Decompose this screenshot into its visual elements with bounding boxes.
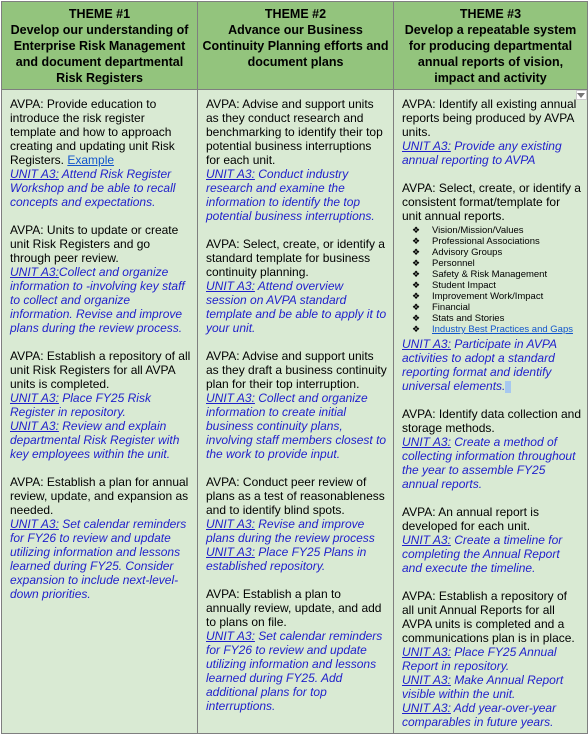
theme-3-header [394,2,588,90]
step-block [402,505,581,575]
cell-dropdown-box[interactable] [576,90,587,100]
step-block [10,97,191,209]
unit-action [402,139,562,167]
avpa-step: AVPA: Select, create, or identify a standard template for business continuity planning. [206,237,385,279]
unit-label: UNIT A3: [10,517,59,531]
unit-text: Attend overview session on AVPA standard template and be able to apply it to your unit. [206,279,387,335]
step-block [402,407,581,491]
step-block [206,587,387,713]
step-block [206,97,387,223]
step-block [402,589,581,729]
unit-label: UNIT A3: [402,673,451,687]
avpa-step: AVPA: Select, create, or identify a consistent format/template for unit annual reports. [402,181,581,223]
unit-label: UNIT A3: [402,645,451,659]
unit-action [402,673,563,701]
avpa-step: AVPA: Conduct peer review of plans as a test of reasonableness and to identify blind spots. [206,475,385,517]
theme-3-number: THEME #3 [459,7,522,21]
avpa-step: AVPA: Establish a plan to annually review, update, and add to plans on file. [206,587,382,629]
unit-action [206,391,386,461]
unit-action [206,629,382,713]
unit-action [206,517,375,545]
list-item: ❖ Safety & Risk Management [412,269,581,280]
avpa-step: AVPA: Advise and support units as they draft a business continuity plan for their top interruption. [206,349,387,391]
unit-label: UNIT A3: [206,545,255,559]
unit-text: Participate in AVPA activities to adopt a standard reporting format and identify universal elements. [402,337,557,393]
theme-2-cell[interactable] [198,90,394,734]
unit-label: UNIT A3: [10,167,59,181]
unit-label: UNIT A3: [402,139,451,153]
unit-label: UNIT A3: [206,517,255,531]
avpa-step: AVPA: Advise and support units as they conduct research and benchmarking to identify their top potential business interruptions for each unit. [206,97,383,167]
theme-1-header [2,2,198,90]
unit-text: Provide any existing annual reporting to AVPA [402,139,562,167]
list-item: ❖ Personnel [412,258,581,269]
unit-label: UNIT A3: [10,419,59,433]
avpa-step: AVPA: Identify data collection and storage methods. [402,407,581,435]
step-block [10,475,191,601]
theme-3-title: Develop a repeatable system for producing departmental annual reports of vision, impact and activity [404,23,577,85]
unit-text: Set calendar reminders for FY26 to review and update utilizing information and lessons learned during FY25. Add additional plans for top interruptions. [206,629,383,713]
unit-label: UNIT A3: [402,337,451,351]
unit-action [402,533,562,575]
avpa-step: AVPA: Establish a repository of all unit Risk Registers for all AVPA units is completed. [10,349,191,391]
unit-label: UNIT A3: [402,435,451,449]
unit-action [10,391,151,419]
unit-action [10,419,179,461]
step-block [206,237,387,335]
avpa-step: AVPA: Establish a plan for annual review, update, and expansion as needed. [10,475,189,517]
unit-action [206,167,375,223]
unit-action [402,337,557,393]
report-elements-list [412,225,581,335]
unit-text: Collect and organize information to create initial business continuity plans, involving staff members closest to the work to provide input. [206,391,387,461]
unit-text: Place FY25 Risk Register in repository. [10,391,151,419]
unit-text: Add year-over-year comparables in future years. [402,701,557,729]
list-item: ❖ Student Impact [412,280,581,291]
themes-table [1,1,588,734]
list-item: ❖ Advisory Groups [412,247,581,258]
list-item: ❖ Financial [412,302,581,313]
unit-text: Review and explain departmental Risk Register with key employees within the unit. [10,419,180,461]
step-block [206,475,387,573]
unit-label: UNIT A3: [206,629,255,643]
theme-1-cell[interactable] [2,90,198,734]
unit-action [206,279,386,335]
unit-action [206,545,366,573]
step-block [10,223,191,335]
unit-action [10,265,185,335]
unit-text: Conduct industry research and examine the information to identify the top potential business interruptions. [206,167,375,223]
unit-text: Place FY25 Plans in established repository. [206,545,367,573]
unit-text: Revise and improve plans during the review process [206,517,375,545]
unit-label: UNIT A3: [402,701,451,715]
list-item-link[interactable] [412,324,581,335]
unit-label: UNIT A3: [402,533,451,547]
avpa-step: AVPA: Units to update or create unit Risk Registers and go through peer review. [10,223,179,265]
unit-label: UNIT A3: [10,391,59,405]
text-cursor-mark [505,381,511,393]
best-practices-link[interactable]: Industry Best Practices and Gaps [432,324,573,335]
list-item: ❖ Vision/Mission/Values [412,225,581,236]
unit-text: Set calendar reminders for FY26 to review and update utilizing information and lessons learned during FY25. Consider expansion to include next-level-down priorities. [10,517,187,601]
unit-text: Place FY25 Annual Report in repository. [402,645,557,673]
unit-action [402,645,557,673]
unit-label: UNIT A3: [206,167,255,181]
step-block [10,349,191,461]
unit-action [402,435,575,491]
unit-action [402,701,556,729]
example-link[interactable]: Example [67,153,115,167]
theme-1-title: Develop our understanding of Enterprise Risk Management and document departmental Risk Registers [10,23,189,85]
list-item: ❖ Improvement Work/Impact [412,291,581,302]
unit-text: Create a timeline for completing the Annual Report and execute the timeline. [402,533,563,575]
unit-action [10,517,186,601]
theme-3-cell[interactable] [394,90,588,734]
dropdown-triangle-icon [577,93,585,98]
unit-label: UNIT A3: [206,391,255,405]
unit-text: Collect and organize information to -involving key staff to collect and organize information. Revise and improve plans during the review process. [10,265,185,335]
theme-2-number: THEME #2 [264,7,327,21]
header-row [2,2,588,90]
unit-label: UNIT A3: [10,265,59,279]
unit-text: Create a method of collecting information throughout the year to assemble FY25 annual reports. [402,435,576,491]
list-item: ❖ Professional Associations [412,236,581,247]
unit-text: Attend Risk Register Workshop and be able to recall concepts and expectations. [10,167,176,209]
unit-text: Make Annual Report visible within the unit. [402,673,564,701]
avpa-step: AVPA: Establish a repository of all unit Annual Reports for all AVPA units is completed and a communications plan is in place. [402,589,575,645]
theme-2-title: Advance our Business Continuity Planning efforts and document plans [202,23,389,69]
theme-1-number: THEME #1 [68,7,131,21]
list-item: ❖ Stats and Stories [412,313,581,324]
unit-action [10,167,175,209]
step-block [402,97,581,167]
unit-label: UNIT A3: [206,279,255,293]
step-block [206,349,387,461]
avpa-step: AVPA: Identify all existing annual reports being produced by AVPA units. [402,97,577,139]
step-block [402,181,581,393]
avpa-step: AVPA: An annual report is developed for each unit. [402,505,539,533]
body-row [2,90,588,734]
avpa-step: AVPA: Provide education to introduce the risk register template and how to approach creating and updating unit Risk Registers. [10,97,175,167]
cell-content [402,97,581,729]
theme-2-header [198,2,394,90]
